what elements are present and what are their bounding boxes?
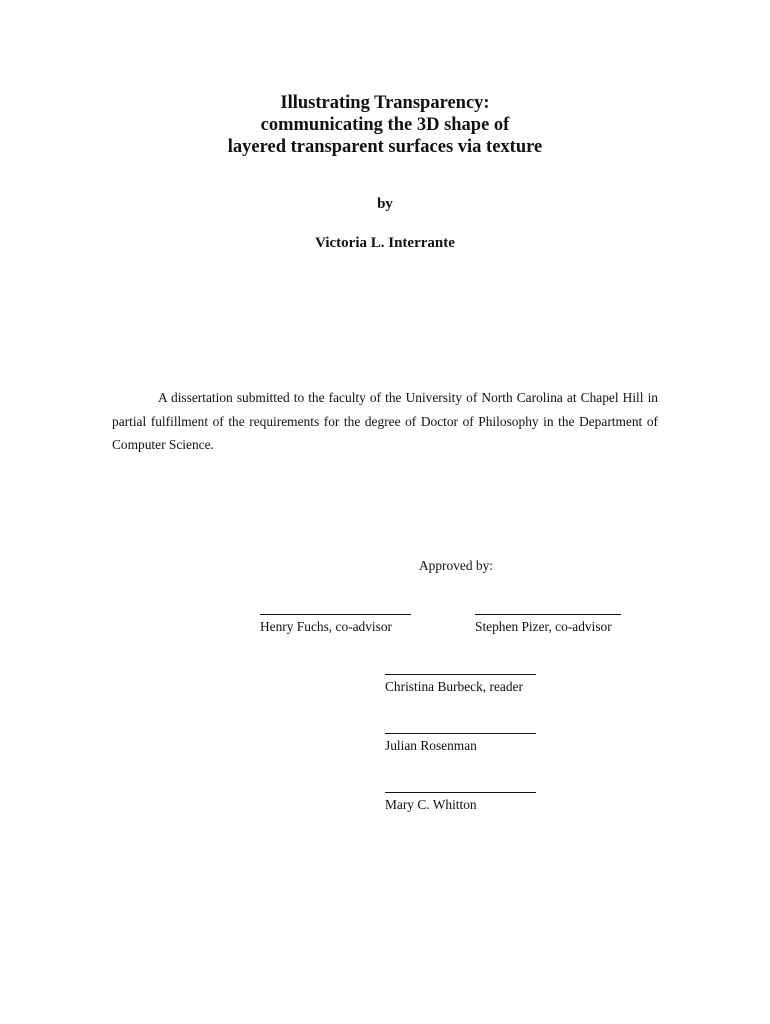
signature-block-rosenman: [385, 733, 536, 754]
title-line-2: communicating the 3D shape of: [260, 115, 510, 135]
title-line-1: Illustrating Transparency:: [280, 93, 490, 113]
signature-block-whitton: [385, 792, 536, 813]
signature-block-fuchs: [260, 614, 411, 635]
signature-block-burbeck: [385, 674, 536, 695]
signature-line: [260, 614, 411, 615]
dissertation-title: [0, 92, 770, 158]
signatory-name: Mary C. Whitton: [385, 797, 477, 812]
signatory-name: Henry Fuchs, co-advisor: [260, 619, 393, 634]
signatory-name: Christina Burbeck, reader: [385, 679, 523, 694]
author-name: Victoria L. Interrante: [315, 235, 455, 251]
signature-line: [385, 674, 536, 675]
signature-line: [475, 614, 621, 615]
signature-line: [385, 792, 536, 793]
by-label: by: [377, 196, 393, 212]
title-line-3: layered transparent surfaces via texture: [227, 137, 543, 157]
signatory-name: Stephen Pizer, co-advisor: [475, 619, 612, 634]
approved-by-label: Approved by:: [419, 558, 494, 573]
dissertation-statement: A dissertation submitted to the faculty of the University of North Carolina at Chapel Hill in partial fulfillment of the requirements for the degree of Doctor of Philosophy in the Department of Computer Science.: [112, 390, 658, 452]
signatory-name: Julian Rosenman: [385, 738, 477, 753]
signature-line: [385, 733, 536, 734]
signature-block-pizer: [475, 614, 621, 635]
